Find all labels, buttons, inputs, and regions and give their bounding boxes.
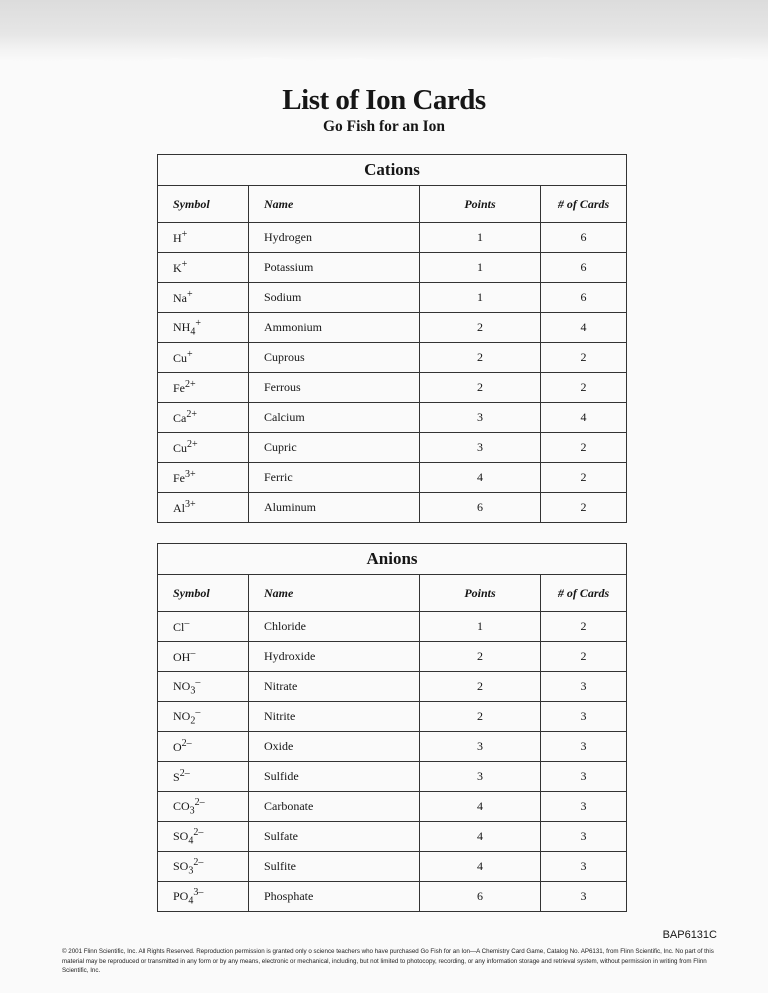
ion-name: Sodium [249,283,420,313]
ion-points: 3 [420,732,541,762]
ion-symbol-base: K [173,261,182,275]
ion-name: Sulfide [249,762,420,792]
ion-symbol-subscript: 2 [190,715,196,727]
ion-points: 1 [420,253,541,283]
ion-name: Cuprous [249,343,420,373]
table-row [158,792,627,822]
ion-charge: 2+ [186,409,197,420]
ion-charge: + [181,229,188,240]
ion-symbol-subscript: 3 [189,805,195,817]
ion-symbol-base: H [173,231,182,245]
ion-symbol-base: NO [173,708,191,723]
table-row [158,373,627,403]
table-row [158,702,627,732]
ion-card-count: 4 [541,403,627,433]
column-header-points: Points [420,186,541,223]
ion-card-count: 3 [541,702,627,732]
ion-card-count: 3 [541,852,627,882]
ion-points: 2 [420,373,541,403]
ion-symbol [158,373,249,403]
ion-symbol-base: Ca [173,411,187,425]
ion-name: Sulfite [249,852,420,882]
ion-card-count: 2 [541,493,627,523]
column-header-cards: # of Cards [541,575,627,612]
ion-charge: 2– [193,856,204,868]
anions-table [157,543,627,912]
ion-symbol-base: SO [173,828,189,843]
ion-name: Ammonium [249,313,420,343]
ion-card-count: 6 [541,283,627,313]
ion-symbol [158,672,249,702]
column-header-row [158,575,627,612]
ion-name: Sulfate [249,822,420,852]
ion-symbol-base: Fe [173,381,185,395]
ion-symbol-base: NO [173,678,191,693]
ion-points: 2 [420,642,541,672]
ion-charge: 2– [181,738,192,749]
ion-symbol-base: O [173,740,182,754]
ion-symbol-base: CO [173,798,190,813]
ion-charge: – [195,676,201,688]
ion-charge: – [184,618,190,629]
ion-symbol-base: Na [173,291,187,305]
ion-symbol-subscript: 4 [190,326,196,338]
ion-symbol [158,882,249,912]
ion-symbol [158,792,249,822]
ion-symbol [158,313,249,343]
ion-symbol [158,852,249,882]
table-row [158,732,627,762]
ion-name: Ferrous [249,373,420,403]
ion-symbol [158,642,249,672]
ion-name: Chloride [249,612,420,642]
ion-charge: + [195,317,201,329]
ion-card-count: 3 [541,762,627,792]
ion-symbol-base: S [173,770,180,784]
ion-card-count: 2 [541,642,627,672]
scan-edge [0,0,768,62]
ion-symbol [158,463,249,493]
cations-rows [158,223,627,523]
table-row [158,852,627,882]
column-header-symbol: Symbol [158,575,249,612]
ion-charge: 2– [179,768,190,779]
table-row [158,403,627,433]
ion-symbol [158,732,249,762]
ion-name: Aluminum [249,493,420,523]
anions-heading: Anions [158,544,627,575]
table-row [158,283,627,313]
ion-points: 6 [420,882,541,912]
ion-charge: 2– [193,826,204,838]
ion-symbol [158,822,249,852]
ion-charge: 3– [193,886,204,898]
ion-symbol-base: OH [173,650,191,664]
ion-points: 3 [420,433,541,463]
table-row [158,253,627,283]
torn-edge [0,54,768,68]
table-row [158,822,627,852]
ion-symbol-subscript: 3 [190,685,196,697]
ion-card-count: 2 [541,373,627,403]
ion-symbol [158,343,249,373]
column-header-points: Points [420,575,541,612]
column-header-name: Name [249,575,420,612]
ion-symbol-base: Al [173,501,185,515]
ion-points: 1 [420,283,541,313]
ion-card-count: 3 [541,792,627,822]
ion-symbol [158,493,249,523]
table-row [158,223,627,253]
table-row [158,433,627,463]
ion-symbol-base: PO [173,888,189,903]
table-row [158,642,627,672]
ion-symbol-base: SO [173,858,189,873]
ion-card-count: 2 [541,343,627,373]
ion-name: Hydroxide [249,642,420,672]
ion-symbol [158,762,249,792]
ion-charge: + [187,289,193,300]
column-header-name: Name [249,186,420,223]
ion-charge: 2+ [185,379,196,390]
ion-symbol [158,223,249,253]
ion-name: Ferric [249,463,420,493]
ion-charge: 2– [194,796,205,808]
table-row [158,493,627,523]
table-row [158,463,627,493]
page-subtitle: Go Fish for an Ion [322,118,446,135]
ion-card-count: 3 [541,732,627,762]
table-row [158,762,627,792]
ion-symbol-base: Cl [173,620,185,634]
ion-symbol-subscript: 4 [188,835,194,847]
table-row [158,612,627,642]
ion-card-count: 2 [541,463,627,493]
ion-symbol-base: Cu [173,441,188,455]
ion-symbol-base: NH [173,319,191,334]
table-row [158,313,627,343]
ion-card-count: 6 [541,223,627,253]
ion-charge: 3+ [185,499,196,510]
ion-name: Carbonate [249,792,420,822]
copyright-notice: © 2001 Flinn Scientific, Inc. All Rights Reserved. Reproduction permission is granted only o science teachers who have purchased Go Fish for an Ion—A Chemistry Card Game, Catalog No. AP6131, from Flinn Scientific, Inc. No part of this material may be reproduced or transmitted in any form or by any means, electronic or mechanical, including, but not limited to photocopy, recording, or any information storage and retrieval system, without permission in writing from Flinn Scientific, Inc. [62,948,714,974]
ion-name: Cupric [249,433,420,463]
ion-card-count: 3 [541,822,627,852]
page-title: List of Ion Cards [282,84,486,116]
ion-symbol-base: Cu [173,351,188,365]
cations-heading: Cations [158,155,627,186]
ion-charge: + [187,349,193,360]
cations-table [157,154,627,523]
ion-name: Oxide [249,732,420,762]
ion-card-count: 4 [541,313,627,343]
ion-symbol [158,283,249,313]
ion-symbol-subscript: 4 [188,895,194,907]
ion-name: Phosphate [249,882,420,912]
ion-name: Hydrogen [249,223,420,253]
ion-points: 2 [420,313,541,343]
ion-charge: + [181,259,188,270]
table-row [158,343,627,373]
ion-card-count: 2 [541,612,627,642]
table-row [158,672,627,702]
ion-charge: 2+ [187,439,198,450]
ion-symbol-base: Fe [173,471,185,485]
table-row [158,882,627,912]
ion-points: 4 [420,463,541,493]
ion-points: 1 [420,223,541,253]
column-header-row [158,186,627,223]
ion-points: 4 [420,852,541,882]
ion-charge: 3+ [185,469,196,480]
ion-points: 6 [420,493,541,523]
ion-card-count: 2 [541,433,627,463]
ion-name: Nitrate [249,672,420,702]
ion-card-count: 6 [541,253,627,283]
ion-card-count: 3 [541,672,627,702]
column-header-symbol: Symbol [158,186,249,223]
document-code: BAP6131C [662,929,717,941]
ion-points: 2 [420,672,541,702]
ion-points: 2 [420,343,541,373]
anions-rows [158,612,627,912]
ion-charge: – [190,648,196,659]
ion-symbol [158,612,249,642]
ion-symbol [158,403,249,433]
ion-points: 4 [420,792,541,822]
ion-points: 1 [420,612,541,642]
ion-symbol-subscript: 3 [188,865,194,877]
ion-name: Potassium [249,253,420,283]
ion-points: 2 [420,702,541,732]
ion-points: 3 [420,762,541,792]
ion-symbol [158,433,249,463]
ion-symbol [158,702,249,732]
ion-name: Calcium [249,403,420,433]
ion-points: 3 [420,403,541,433]
ion-symbol [158,253,249,283]
ion-points: 4 [420,822,541,852]
ion-charge: – [195,706,201,718]
ion-card-count: 3 [541,882,627,912]
ion-name: Nitrite [249,702,420,732]
column-header-cards: # of Cards [541,186,627,223]
